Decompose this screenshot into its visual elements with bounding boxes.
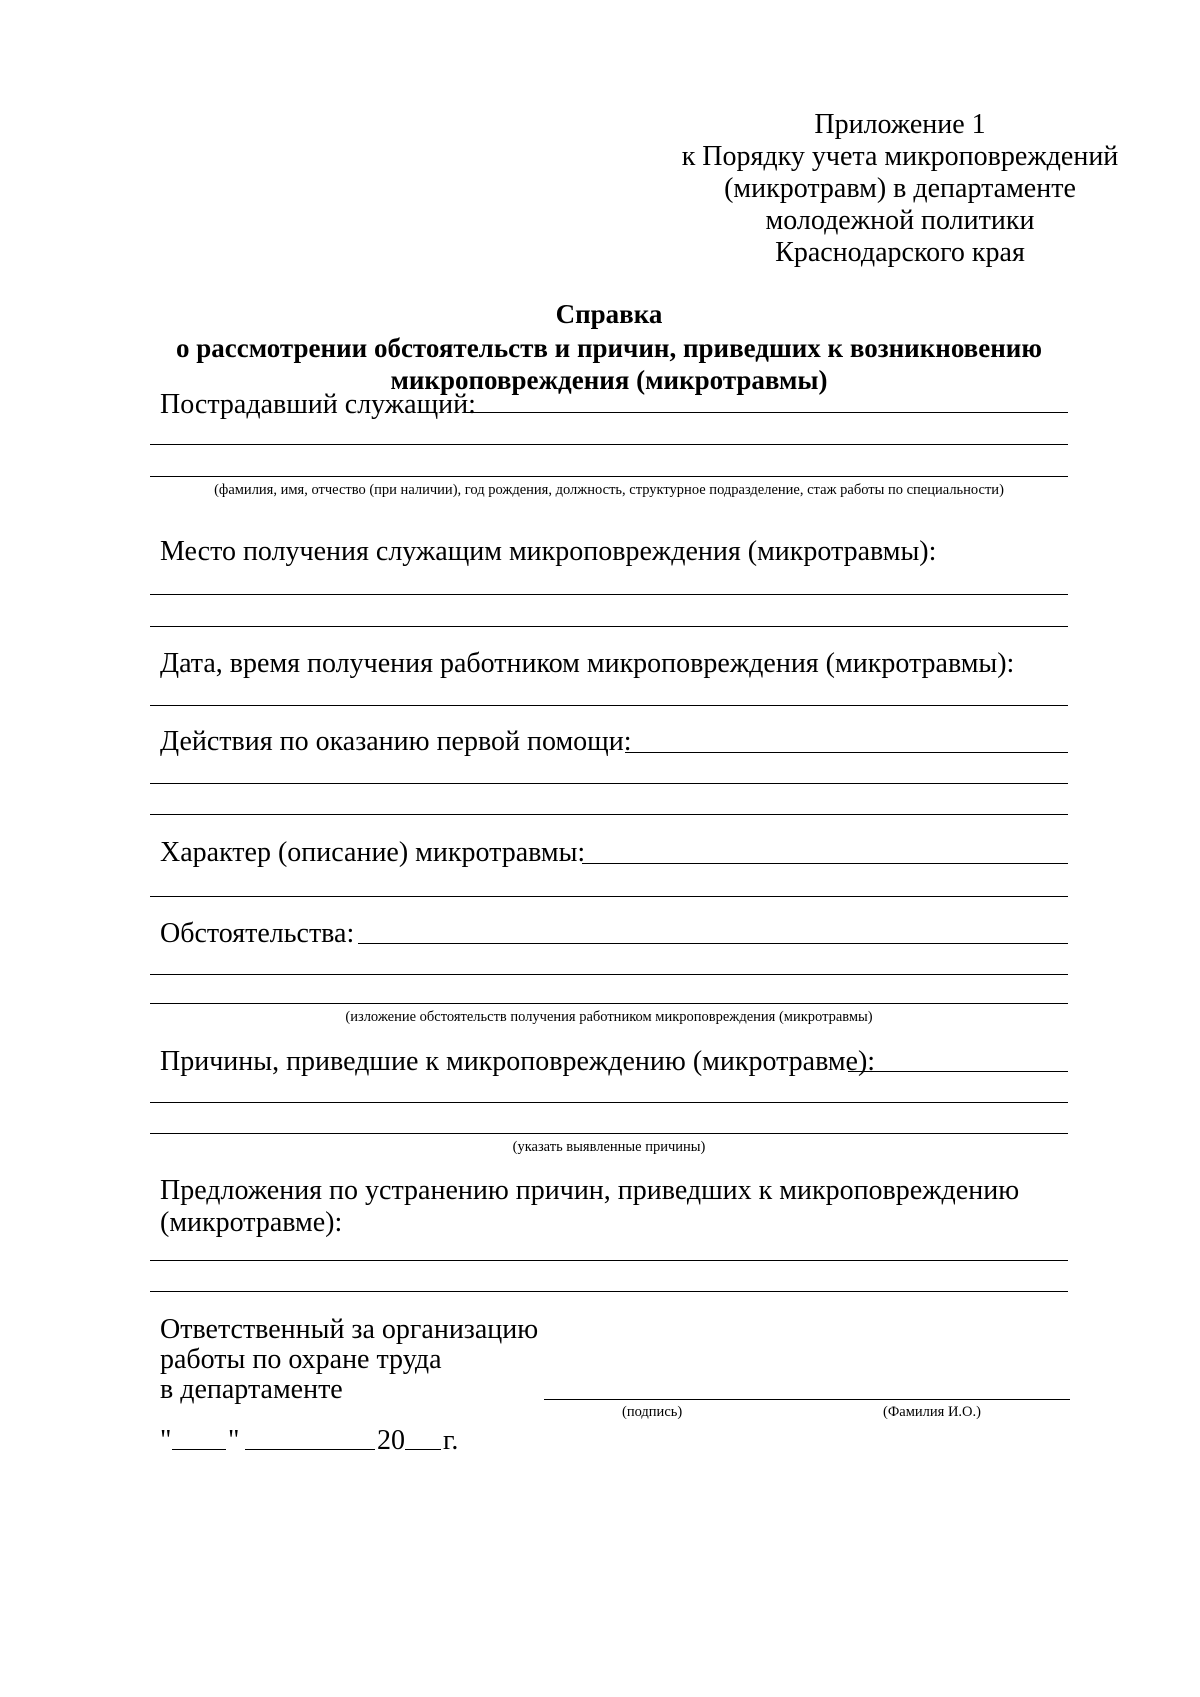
date-day-line[interactable] [172,1449,226,1450]
causes-label: Причины, приведшие к микроповреждению (микротравме): [160,1046,876,1077]
date-year-suffix: г. [443,1425,459,1456]
circumstances-note: (изложение обстоятельств получения работником микроповреждения (микротравмы) [345,1009,873,1025]
place-input-line-1[interactable] [150,594,1068,595]
victim-label: Пострадавший служащий: [160,389,476,420]
appendix-number: Приложение 1 [814,109,986,140]
date-month-line[interactable] [245,1449,375,1450]
circumstances-input-line-2[interactable] [150,974,1068,975]
nature-input-line-2[interactable] [150,896,1068,897]
victim-input-line[interactable] [465,412,1068,413]
date-year-prefix: 20 [377,1425,405,1456]
first-aid-input-line-1[interactable] [625,752,1068,753]
place-input-line-2[interactable] [150,626,1068,627]
victim-input-line-3[interactable] [150,476,1068,477]
datetime-label: Дата, время получения работником микроповреждения (микротравмы): [160,648,1015,679]
appendix-line-1: к Порядку учета микроповреждений [681,141,1119,172]
nature-input-line-1[interactable] [582,863,1068,864]
name-caption: (Фамилия И.О.) [883,1404,981,1420]
victim-note: (фамилия, имя, отчество (при наличии), год рождения, должность, структурное подразделение, стаж работы по специальности) [214,482,1004,498]
date-quote-close: " [228,1425,240,1456]
signature-name-line[interactable] [544,1399,1070,1400]
victim-input-line-2[interactable] [150,444,1068,445]
responsible-line-1: Ответственный за организацию [160,1314,539,1345]
document-subtitle-1: о рассмотрении обстоятельств и причин, приведших к возникновению [176,333,1042,363]
nature-label: Характер (описание) микротравмы: [160,837,586,868]
proposals-label-1: Предложения по устранению причин, приведших к микроповреждению [160,1175,1020,1206]
place-label: Место получения служащим микроповреждения (микротравмы): [160,536,937,567]
appendix-line-3: молодежной политики [765,205,1035,236]
proposals-input-line-2[interactable] [150,1291,1068,1292]
signature-caption: (подпись) [622,1404,683,1420]
proposals-input-line-1[interactable] [150,1260,1068,1261]
circumstances-input-line-1[interactable] [358,943,1068,944]
date-year-line[interactable] [405,1449,441,1450]
document-title: Справка [555,299,663,329]
causes-note: (указать выявленные причины) [512,1139,706,1155]
date-quote-open: " [160,1425,172,1456]
appendix-line-2: (микротравм) в департаменте [724,173,1076,204]
first-aid-input-line-3[interactable] [150,814,1068,815]
datetime-input-line[interactable] [150,705,1068,706]
first-aid-input-line-2[interactable] [150,783,1068,784]
causes-input-line-3[interactable] [150,1133,1068,1134]
document-subtitle-2: микроповреждения (микротравмы) [390,365,828,395]
first-aid-label: Действия по оказанию первой помощи: [160,726,632,757]
circumstances-label: Обстоятельства: [160,918,355,949]
causes-input-line-1[interactable] [848,1071,1068,1072]
proposals-label-2: (микротравме): [160,1207,343,1238]
appendix-line-4: Краснодарского края [775,237,1025,268]
responsible-line-3: в департаменте [160,1374,343,1405]
causes-input-line-2[interactable] [150,1102,1068,1103]
responsible-line-2: работы по охране труда [160,1344,442,1375]
circumstances-input-line-3[interactable] [150,1003,1068,1004]
